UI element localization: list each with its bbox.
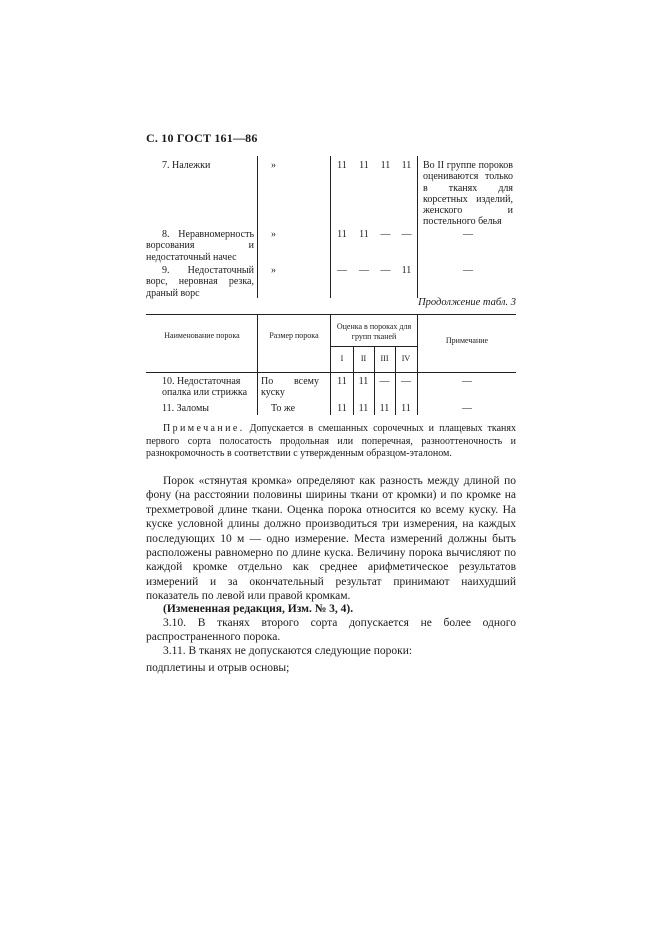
grade-cell: 11	[337, 403, 347, 414]
table-row-note: —	[463, 265, 473, 276]
table-row-note: —	[462, 376, 472, 387]
table-row-note: Во II группе пороков оцениваются только в тканях для корсетных изделий, женского и постельного белья	[423, 160, 513, 228]
table-row-name: 11. Заломы	[162, 403, 210, 414]
table-row-note: —	[463, 229, 473, 240]
grade-cell: —	[380, 229, 391, 240]
table-rule	[146, 314, 516, 315]
table-row-name: 10. Недостаточная опалка или стрижка	[162, 376, 248, 399]
paragraph-3-10: 3.10. В тканях второго сорта допускается не более одного распространенного порока.	[146, 617, 516, 644]
table-divider	[257, 156, 258, 298]
table-note	[146, 423, 516, 461]
paragraph-stretched-edge: Порок «стянутая кромка» определяют как разность между длиной по фону (на расстоянии половины ширины ткани от кромки) и по кромке на трехметровой длине ткани. Оценка порока относится ко всему куску. На куске условной длины должно производиться три измерения, на каждых последующих 10 м — одно измерение. Места измерений должны быть расположены равномерно по длине куска. Величину порока вычисляют по каждой кромке отдельно как среднее арифметическое результатов измерений и за окончательный результат принимают наихудший показатель по левой или правой кромкам.	[146, 475, 516, 603]
continuation-label: Продолжение табл. 3	[418, 297, 516, 308]
grade-cell: 11	[358, 403, 369, 414]
note-text: Допускается в смешанных сорочечных и плащевых тканях первого сорта полосатость продольная или поперечная, разнооттеночность и разнокромочность в соответствии с утвержденным образцом-эталоном.	[146, 423, 516, 459]
table-divider	[257, 314, 258, 415]
column-header-size: Размер порока	[269, 331, 319, 340]
column-header-group: III	[380, 354, 389, 363]
table-rule	[146, 372, 516, 373]
grade-cell: 11	[379, 403, 390, 414]
grade-cell: 11	[358, 376, 369, 387]
paragraph-list-item: подплетины и отрыв основы;	[146, 662, 290, 674]
grade-cell: —	[401, 376, 411, 387]
grade-cell: —	[359, 265, 369, 276]
table-divider	[417, 314, 418, 415]
grade-cell: 11	[380, 160, 391, 171]
grade-cell: 11	[337, 229, 347, 240]
column-header-grades: Оценка в пороках для групп тканей	[336, 322, 412, 341]
grade-cell: 11	[337, 376, 347, 387]
table-divider	[417, 156, 418, 298]
table-row-size: »	[271, 265, 276, 276]
grade-cell: —	[337, 265, 347, 276]
column-header-group: IV	[401, 354, 411, 363]
grade-cell: —	[379, 376, 390, 387]
table-row-name: 9. Недостаточный ворс, неровная резка, драный ворс	[146, 265, 254, 299]
table-row-note: —	[462, 403, 472, 414]
grade-cell: —	[401, 229, 412, 240]
table-row-size: »	[271, 229, 276, 240]
grade-cell: 11	[401, 160, 412, 171]
table-divider	[330, 156, 331, 298]
table-row-name: 7. Належки	[162, 160, 211, 171]
column-header-note: Примечание	[445, 336, 489, 345]
page-header: С. 10 ГОСТ 161—86	[146, 131, 258, 145]
table-divider	[330, 314, 331, 415]
paragraph-3-11: 3.11. В тканях не допускаются следующие пороки:	[163, 645, 413, 657]
column-header-name: Наименование порока	[164, 331, 240, 340]
grade-cell: 11	[337, 160, 347, 171]
note-label: Примечание.	[163, 423, 245, 434]
table-row-name: 8. Неравномерность ворсования и недостаточный начес	[146, 229, 254, 263]
grade-cell: 11	[401, 403, 411, 414]
column-header-group: I	[340, 354, 344, 363]
grade-cell: —	[380, 265, 391, 276]
grade-cell: 11	[359, 229, 369, 240]
column-header-group: II	[360, 354, 367, 363]
paragraph-edit-note: (Измененная редакция, Изм. № 3, 4).	[163, 603, 354, 615]
table-row-size: То же	[271, 403, 296, 414]
grade-cell: 11	[401, 265, 412, 276]
table-row-size: »	[271, 160, 276, 171]
table-row-size: По всему куску	[261, 376, 319, 399]
grade-cell: 11	[359, 160, 369, 171]
